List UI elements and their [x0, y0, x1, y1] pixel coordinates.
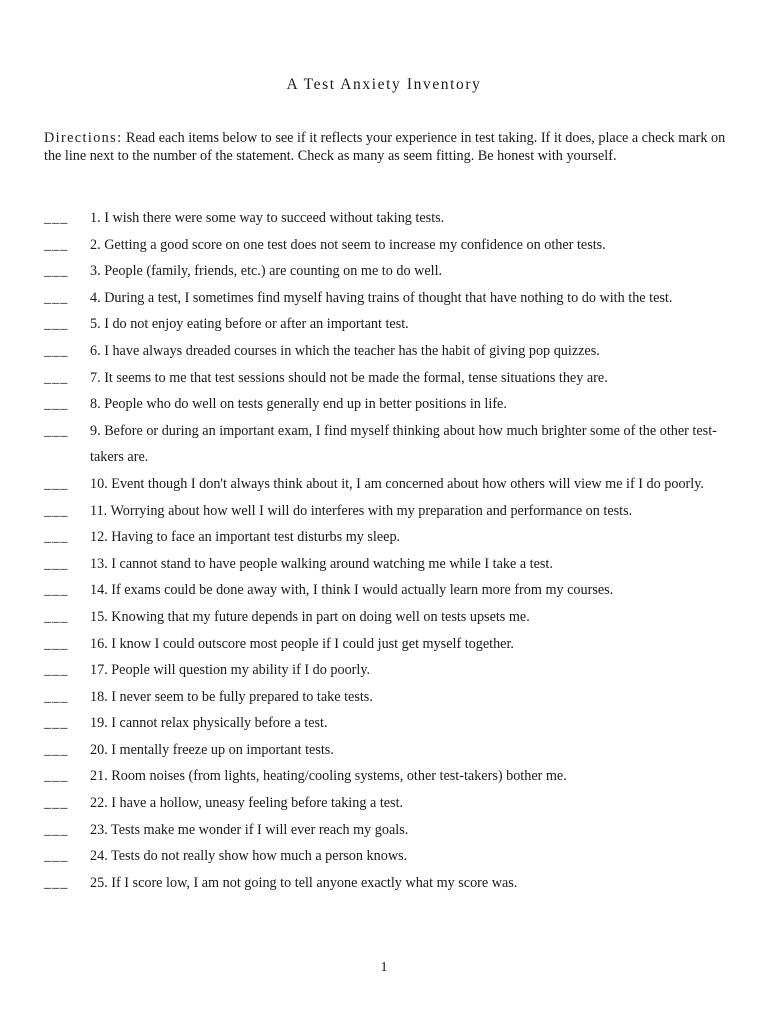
list-item — [0, 817, 768, 844]
list-item — [0, 551, 768, 578]
check-line: ___ — [44, 502, 69, 519]
check-line: ___ — [44, 848, 69, 865]
list-item — [0, 285, 768, 312]
list-item — [0, 418, 768, 471]
item-text: 19. I cannot relax physically before a test. — [90, 715, 328, 732]
list-item — [0, 870, 768, 897]
item-text: 2. Getting a good score on one test does not seem to increase my confidence on other tests. — [90, 236, 606, 253]
item-text: 21. Room noises (from lights, heating/cooling systems, other test-takers) bother me. — [90, 768, 567, 785]
item-text: 6. I have always dreaded courses in which the teacher has the habit of giving pop quizzes. — [90, 342, 600, 359]
check-line: ___ — [44, 635, 69, 652]
list-item — [0, 232, 768, 259]
check-line: ___ — [44, 795, 69, 812]
item-text: 23. Tests make me wonder if I will ever reach my goals. — [90, 821, 409, 838]
check-line: ___ — [44, 422, 69, 439]
item-text: 16. I know I could outscore most people if I could just get myself together. — [90, 635, 514, 652]
check-line: ___ — [44, 874, 69, 891]
check-line: ___ — [44, 582, 69, 599]
directions-paragraph — [44, 130, 734, 165]
list-item — [0, 604, 768, 631]
item-text: 12. Having to face an important test disturbs my sleep. — [90, 529, 401, 546]
list-item — [0, 205, 768, 232]
item-text: 7. It seems to me that test sessions should not be made the formal, tense situations they are. — [90, 369, 608, 386]
check-line: ___ — [44, 688, 69, 705]
check-line: ___ — [44, 475, 69, 492]
list-item — [0, 391, 768, 418]
list-item — [0, 338, 768, 365]
check-line: ___ — [44, 608, 69, 625]
check-line: ___ — [44, 289, 69, 306]
check-line: ___ — [44, 715, 69, 732]
list-item — [0, 657, 768, 684]
item-text: 5. I do not enjoy eating before or after an important test. — [90, 316, 409, 333]
page-title: A Test Anxiety Inventory — [286, 76, 482, 93]
list-item — [0, 684, 768, 711]
list-item — [0, 311, 768, 338]
inventory-list — [0, 205, 768, 896]
list-item — [0, 258, 768, 285]
item-text: 22. I have a hollow, uneasy feeling before taking a test. — [90, 795, 404, 812]
item-text: 3. People (family, friends, etc.) are counting on me to do well. — [90, 263, 443, 280]
item-text: 15. Knowing that my future depends in part on doing well on tests upsets me. — [90, 608, 530, 625]
item-text: 18. I never seem to be fully prepared to take tests. — [90, 688, 373, 705]
item-text: 17. People will question my ability if I do poorly. — [90, 662, 371, 679]
check-line: ___ — [44, 555, 69, 572]
item-text: 24. Tests do not really show how much a person knows. — [90, 848, 408, 865]
item-text: 13. I cannot stand to have people walking around watching me while I take a test. — [90, 555, 553, 572]
check-line: ___ — [44, 369, 69, 386]
item-text: 4. During a test, I sometimes find myself having trains of thought that have nothing to do with the test. — [90, 289, 673, 306]
check-line: ___ — [44, 662, 69, 679]
directions-text: Read each items below to see if it reflects your experience in test taking. If it does, place a check mark on the line next to the number of the statement. Check as many as seem fitting. Be honest with yourself. — [44, 130, 726, 164]
item-text: 1. I wish there were some way to succeed without taking tests. — [90, 210, 445, 226]
item-text: 14. If exams could be done away with, I think I would actually learn more from my courses. — [90, 582, 614, 599]
page-number: 1 — [380, 960, 388, 975]
check-line: ___ — [44, 396, 69, 413]
check-line: ___ — [44, 316, 69, 333]
list-item — [0, 577, 768, 604]
check-line: ___ — [44, 342, 69, 359]
item-text: 11. Worrying about how well I will do interferes with my preparation and performance on tests. — [90, 502, 633, 519]
check-line: ___ — [44, 821, 69, 838]
list-item — [0, 524, 768, 551]
list-item — [0, 790, 768, 817]
directions-label: Directions: — [44, 130, 123, 146]
list-item — [0, 843, 768, 870]
list-item — [0, 763, 768, 790]
check-line: ___ — [44, 768, 69, 785]
check-line: ___ — [44, 210, 69, 226]
item-text: 10. Event though I don't always think about it, I am concerned about how others will view me if I do poorly. — [90, 475, 704, 492]
list-item — [0, 471, 768, 498]
item-text: 8. People who do well on tests generally end up in better positions in life. — [90, 396, 507, 413]
check-line: ___ — [44, 236, 69, 253]
check-line: ___ — [44, 529, 69, 546]
list-item — [0, 737, 768, 764]
check-line: ___ — [44, 263, 69, 280]
check-line: ___ — [44, 741, 69, 758]
item-text: 9. Before or during an important exam, I find myself thinking about how much brighter some of the other test-takers are. — [90, 422, 717, 466]
list-item — [0, 710, 768, 737]
list-item — [0, 365, 768, 392]
item-text: 25. If I score low, I am not going to tell anyone exactly what my score was. — [90, 874, 518, 891]
list-item — [0, 631, 768, 658]
list-item — [0, 498, 768, 525]
item-text: 20. I mentally freeze up on important tests. — [90, 741, 334, 758]
